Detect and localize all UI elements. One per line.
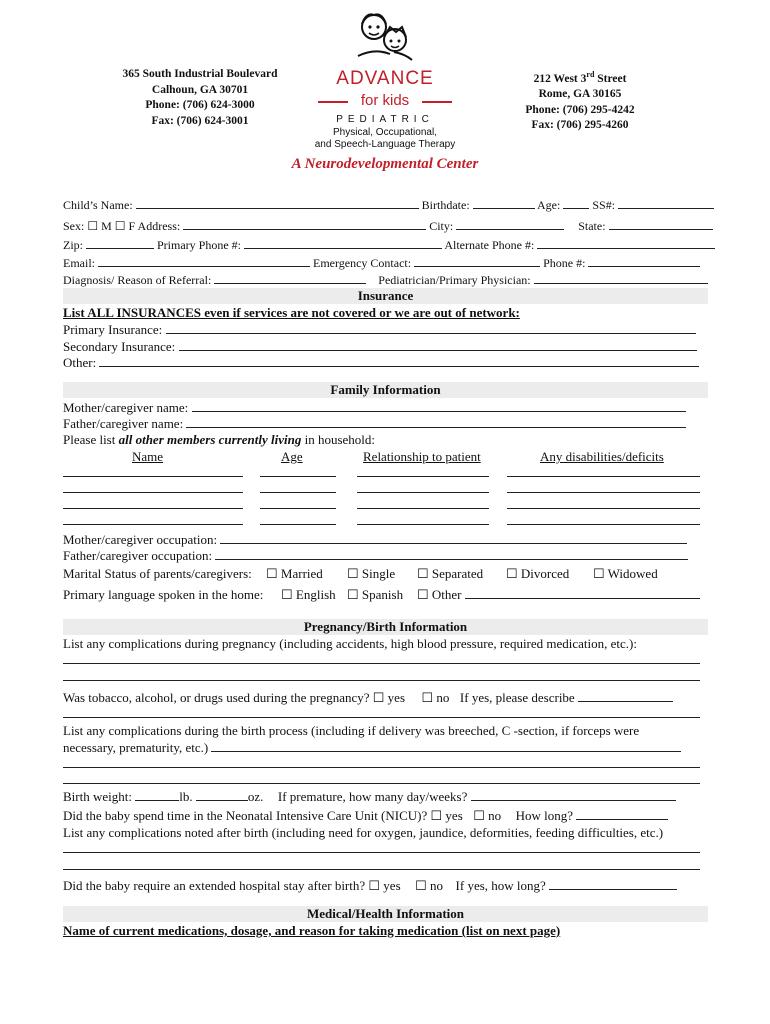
marital-label: Marital Status of parents/caregivers: xyxy=(63,566,252,581)
household-emphasis: all other members currently living xyxy=(118,432,302,447)
tobacco-describe-label: If yes, please describe xyxy=(459,690,575,705)
other-insurance-field[interactable] xyxy=(99,355,699,367)
household-age-field[interactable] xyxy=(260,465,336,477)
table-row xyxy=(63,497,703,513)
city-field[interactable] xyxy=(456,218,564,230)
language-other-checkbox[interactable]: ☐ Other xyxy=(417,587,462,602)
marital-widowed-checkbox[interactable]: ☐ Widowed xyxy=(593,566,658,581)
age-label: Age: xyxy=(537,198,561,212)
child-name-field[interactable] xyxy=(136,197,419,209)
household-relationship-field[interactable] xyxy=(357,481,489,493)
ss-label: SS#: xyxy=(592,198,616,212)
state-field[interactable] xyxy=(609,218,713,230)
phone-row xyxy=(63,237,715,253)
column-name: Name xyxy=(132,449,164,464)
father-name-field[interactable] xyxy=(186,416,686,428)
father-occupation-field[interactable] xyxy=(215,548,688,560)
birth-complications-field[interactable] xyxy=(63,772,700,784)
father-occupation-label: Father/caregiver occupation: xyxy=(63,548,213,563)
pediatrician-label: Pediatrician/Primary Physician: xyxy=(378,273,531,287)
birth-weight-oz-field[interactable] xyxy=(196,789,248,801)
household-age-field[interactable] xyxy=(260,481,336,493)
insurance-instruction: List ALL INSURANCES even if services are not covered or we are out of network: xyxy=(63,305,520,320)
household-prefix: Please list xyxy=(63,432,119,447)
table-row xyxy=(63,513,703,529)
household-name-field[interactable] xyxy=(63,481,243,493)
language-label: Primary language spoken in the home: xyxy=(63,587,264,602)
pediatrician-field[interactable] xyxy=(534,272,708,284)
tagline: A Neurodevelopmental Center xyxy=(291,156,479,172)
tobacco-yes-checkbox[interactable]: ☐ yes xyxy=(372,690,406,705)
household-suffix: in household: xyxy=(301,432,376,447)
household-disability-field[interactable] xyxy=(507,481,700,493)
zip-field[interactable] xyxy=(86,237,154,249)
hospital-no-checkbox[interactable]: ☐ no xyxy=(415,878,444,893)
birth-complications-label: List any complications during the birth process (including if delivery was breeched, C -section, if forceps were xyxy=(63,723,640,738)
insurance-heading: Insurance xyxy=(63,288,708,304)
hospital-stay-question: Did the baby require an extended hospital stay after birth? xyxy=(63,878,366,893)
marital-married-checkbox[interactable]: ☐ Married xyxy=(266,566,323,581)
birth-weight-label: Birth weight: xyxy=(63,789,132,804)
birth-weight-lb-field[interactable] xyxy=(135,789,179,801)
tobacco-row xyxy=(63,690,673,706)
household-table xyxy=(63,465,703,529)
household-relationship-field[interactable] xyxy=(357,497,489,509)
secondary-insurance-label: Secondary Insurance: xyxy=(63,339,176,354)
household-disability-field[interactable] xyxy=(507,497,700,509)
marital-separated-checkbox[interactable]: ☐ Separated xyxy=(417,566,484,581)
marital-single-checkbox[interactable]: ☐ Single xyxy=(347,566,396,581)
mother-occupation-row xyxy=(63,532,687,548)
birth-complications-field[interactable] xyxy=(211,740,681,752)
right-address-line: Phone: (706) 295-4242 xyxy=(525,103,635,116)
hospital-how-long-field[interactable] xyxy=(549,878,677,890)
language-other-row xyxy=(417,587,700,603)
language-other-field[interactable] xyxy=(465,587,700,599)
household-age-field[interactable] xyxy=(260,497,336,509)
diagnosis-field[interactable] xyxy=(214,272,366,284)
secondary-insurance-row xyxy=(63,339,697,355)
household-disability-field[interactable] xyxy=(507,465,700,477)
premature-field[interactable] xyxy=(471,789,676,801)
birthdate-label: Birthdate: xyxy=(421,198,470,212)
language-english-checkbox[interactable]: ☐ English xyxy=(281,587,336,602)
left-address-line: Fax: (706) 624-3001 xyxy=(151,114,249,127)
diagnosis-label: Diagnosis/ Reason of Referral: xyxy=(63,273,212,287)
other-insurance-label: Other: xyxy=(63,355,97,370)
nicu-yes-checkbox[interactable]: ☐ yes xyxy=(430,808,463,823)
table-row xyxy=(63,465,703,481)
logo-pediatric: PEDIATRIC xyxy=(336,114,434,125)
birth-complications-row xyxy=(63,740,681,756)
hospital-how-long-label: If yes, how long? xyxy=(455,878,546,893)
right-address-line: Rome, GA 30165 xyxy=(538,88,622,101)
sex-address-label[interactable]: Sex: ☐ M ☐ F Address: xyxy=(63,219,181,233)
alternate-phone-label: Alternate Phone #: xyxy=(444,238,535,252)
mother-name-label: Mother/caregiver name: xyxy=(63,400,189,415)
birth-weight-row xyxy=(63,789,676,805)
logo-kids: for kids xyxy=(360,92,410,109)
hospital-yes-checkbox[interactable]: ☐ yes xyxy=(368,878,401,893)
nicu-how-long-label: How long? xyxy=(515,808,574,823)
language-spanish-checkbox[interactable]: ☐ Spanish xyxy=(347,587,404,602)
mother-name-row xyxy=(63,400,686,416)
father-name-row xyxy=(63,416,686,432)
medical-heading: Medical/Health Information xyxy=(63,906,708,922)
alternate-phone-field[interactable] xyxy=(537,237,715,249)
birth-heading: Pregnancy/Birth Information xyxy=(63,619,708,635)
mother-occupation-label: Mother/caregiver occupation: xyxy=(63,532,218,547)
emergency-contact-label: Emergency Contact: xyxy=(313,256,412,270)
mother-name-field[interactable] xyxy=(192,400,686,412)
logo-subtitle xyxy=(310,127,460,151)
oz-label: oz. xyxy=(247,789,264,804)
email-row xyxy=(63,255,700,271)
household-name-field[interactable] xyxy=(63,465,243,477)
right-address-line: Fax: (706) 295-4260 xyxy=(531,119,629,132)
pregnancy-complications-field[interactable] xyxy=(63,669,700,681)
age-field[interactable] xyxy=(563,197,589,209)
household-relationship-field[interactable] xyxy=(357,513,489,525)
logo-subtitle-line: Physical, Occupational, xyxy=(333,127,437,138)
nicu-how-long-field[interactable] xyxy=(576,808,668,820)
diagnosis-row xyxy=(63,272,708,288)
tobacco-describe-field[interactable] xyxy=(63,706,700,718)
primary-phone-field[interactable] xyxy=(244,237,442,249)
left-address-line: Phone: (706) 624-3000 xyxy=(145,99,255,111)
city-label: City: xyxy=(429,219,454,233)
pregnancy-complications-field[interactable] xyxy=(63,652,700,664)
logo-subtitle-line: and Speech-Language Therapy xyxy=(314,139,456,150)
right-address-line: 212 West 3rd Street xyxy=(533,70,627,85)
state-label: State: xyxy=(578,219,606,233)
ss-field[interactable] xyxy=(618,197,714,209)
father-occupation-row xyxy=(63,548,688,564)
premature-label: If premature, how many day/weeks? xyxy=(277,789,468,804)
pregnancy-complications-label: List any complications during pregnancy (including accidents, high blood pressure, required medication, etc.): xyxy=(63,636,637,651)
primary-insurance-row xyxy=(63,322,696,338)
email-field[interactable] xyxy=(98,255,310,267)
table-row xyxy=(63,481,703,497)
household-age-field[interactable] xyxy=(260,513,336,525)
household-name-field[interactable] xyxy=(63,513,243,525)
after-birth-complications-field[interactable] xyxy=(63,841,700,853)
birth-complications-field[interactable] xyxy=(63,756,700,768)
child-name-label: Child’s Name: xyxy=(63,198,133,212)
primary-phone-label: Primary Phone #: xyxy=(157,238,241,252)
birth-complications-label-2: necessary, prematurity, etc.) xyxy=(63,740,209,755)
mother-occupation-field[interactable] xyxy=(220,532,687,544)
household-disability-field[interactable] xyxy=(507,513,700,525)
household-name-field[interactable] xyxy=(63,497,243,509)
child-name-row xyxy=(63,197,714,213)
zip-label: Zip: xyxy=(63,238,83,252)
email-label: Email: xyxy=(63,256,95,270)
household-relationship-field[interactable] xyxy=(357,465,489,477)
tobacco-describe-field[interactable] xyxy=(578,690,673,702)
primary-insurance-label: Primary Insurance: xyxy=(63,322,163,337)
father-name-label: Father/caregiver name: xyxy=(63,416,184,431)
right-address xyxy=(480,67,680,134)
logo-rule-right xyxy=(422,101,452,103)
nicu-row xyxy=(63,808,668,824)
emergency-phone-field[interactable] xyxy=(588,255,700,267)
hospital-stay-row xyxy=(63,878,677,894)
address-field[interactable] xyxy=(183,218,426,230)
lb-label: lb. xyxy=(179,789,193,804)
tobacco-no-checkbox[interactable]: ☐ no xyxy=(421,690,450,705)
marital-divorced-checkbox[interactable]: ☐ Divorced xyxy=(506,566,570,581)
logo-rule-left xyxy=(318,101,348,103)
column-age: Age xyxy=(281,449,303,464)
primary-insurance-field[interactable] xyxy=(166,322,696,334)
household-instruction xyxy=(63,432,375,448)
left-address xyxy=(100,67,300,129)
after-birth-complications-field[interactable] xyxy=(63,858,700,870)
secondary-insurance-field[interactable] xyxy=(179,339,697,351)
left-address-line: 365 South Industrial Boulevard xyxy=(122,68,278,80)
logo xyxy=(310,10,460,150)
kids-drawing-icon xyxy=(350,10,420,62)
after-birth-complications-label: List any complications noted after birth (including need for oxygen, jaundice, deformities, feeding difficulties, etc.) xyxy=(63,825,664,840)
column-disabilities: Any disabilities/deficits xyxy=(540,449,664,464)
address-row xyxy=(63,218,713,234)
other-insurance-row xyxy=(63,355,699,371)
column-relationship: Relationship to patient xyxy=(363,449,481,464)
birthdate-field[interactable] xyxy=(473,197,535,209)
left-address-line: Calhoun, GA 30701 xyxy=(151,83,249,96)
nicu-no-checkbox[interactable]: ☐ no xyxy=(473,808,502,823)
logo-title: ADVANCE xyxy=(336,68,434,89)
tobacco-question: Was tobacco, alcohol, or drugs used during the pregnancy? xyxy=(63,690,370,705)
medications-instruction: Name of current medications, dosage, and reason for taking medication (list on next page) xyxy=(63,923,561,938)
phone-label: Phone #: xyxy=(543,256,586,270)
family-heading: Family Information xyxy=(63,382,708,398)
emergency-contact-field[interactable] xyxy=(414,255,540,267)
nicu-question: Did the baby spend time in the Neonatal Intensive Care Unit (NICU)? xyxy=(63,808,428,823)
